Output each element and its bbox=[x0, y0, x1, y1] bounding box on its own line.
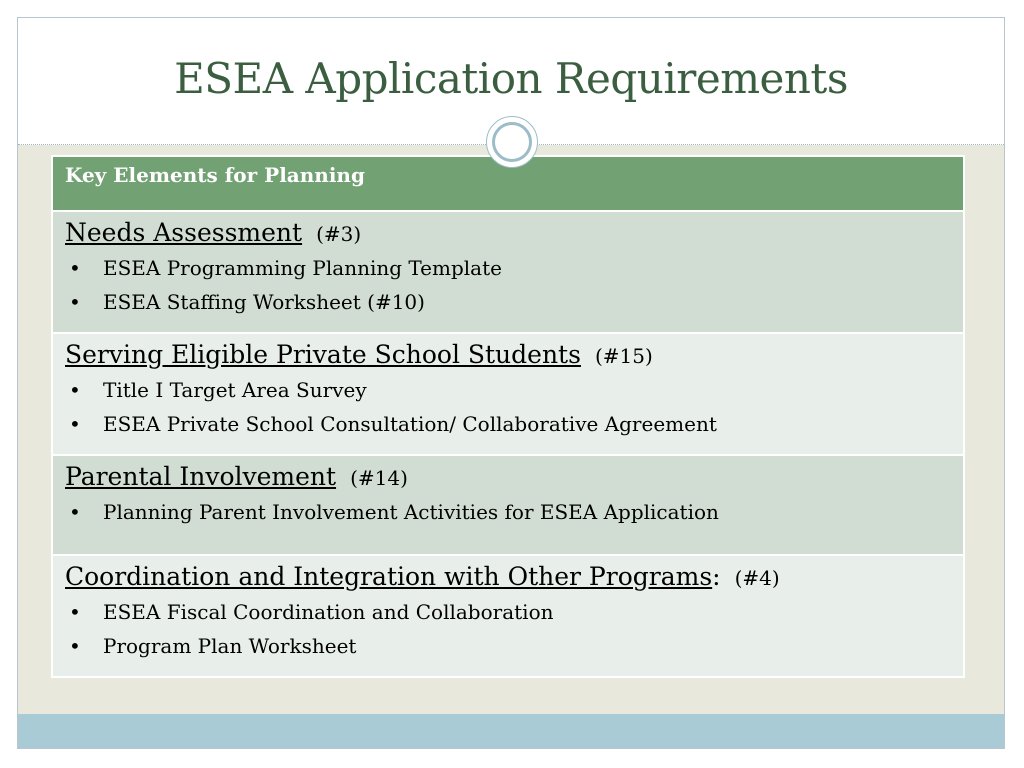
table-cell bbox=[52, 333, 964, 455]
table-row-parental-involvement bbox=[52, 455, 964, 555]
section-title: Coordination and Integration with Other Programs bbox=[65, 562, 713, 591]
table-cell bbox=[52, 211, 964, 333]
bullet-list bbox=[65, 495, 951, 529]
list-item: • Planning Parent Involvement Activities for ESEA Application bbox=[65, 495, 951, 529]
table-header: Key Elements for Planning bbox=[52, 156, 964, 211]
list-item: • ESEA Private School Consultation/ Collaborative Agreement bbox=[65, 407, 951, 441]
section-heading bbox=[65, 216, 951, 251]
section-reference: (#3) bbox=[316, 222, 362, 246]
table-row-private-school bbox=[52, 333, 964, 455]
table-cell bbox=[52, 555, 964, 677]
section-heading bbox=[65, 460, 951, 495]
section-title: Serving Eligible Private School Students bbox=[65, 340, 581, 369]
circle-ornament-inner bbox=[492, 122, 532, 162]
section-reference: (#14) bbox=[350, 466, 408, 490]
list-item: • Program Plan Worksheet bbox=[65, 629, 951, 663]
slide-title: ESEA Application Requirements bbox=[174, 54, 848, 103]
planning-table bbox=[51, 155, 965, 678]
section-heading bbox=[65, 338, 951, 373]
list-item: • ESEA Fiscal Coordination and Collaboration bbox=[65, 595, 951, 629]
list-item: • ESEA Programming Planning Template bbox=[65, 251, 951, 285]
table-cell bbox=[52, 455, 964, 555]
bullet-list bbox=[65, 595, 951, 663]
section-title: Parental Involvement bbox=[65, 462, 337, 491]
list-item: • Title I Target Area Survey bbox=[65, 373, 951, 407]
list-item: • ESEA Staffing Worksheet (#10) bbox=[65, 285, 951, 319]
circle-ornament-icon bbox=[486, 116, 538, 168]
section-reference: (#15) bbox=[594, 344, 653, 368]
table-row-coordination bbox=[52, 555, 964, 677]
section-colon: : bbox=[712, 562, 721, 591]
table-row-needs-assessment bbox=[52, 211, 964, 333]
bullet-list bbox=[65, 251, 951, 319]
section-reference: (#4) bbox=[734, 566, 780, 590]
bullet-list bbox=[65, 373, 951, 441]
section-title: Needs Assessment bbox=[65, 218, 303, 247]
footer-band bbox=[18, 714, 1004, 748]
section-heading bbox=[65, 560, 951, 595]
